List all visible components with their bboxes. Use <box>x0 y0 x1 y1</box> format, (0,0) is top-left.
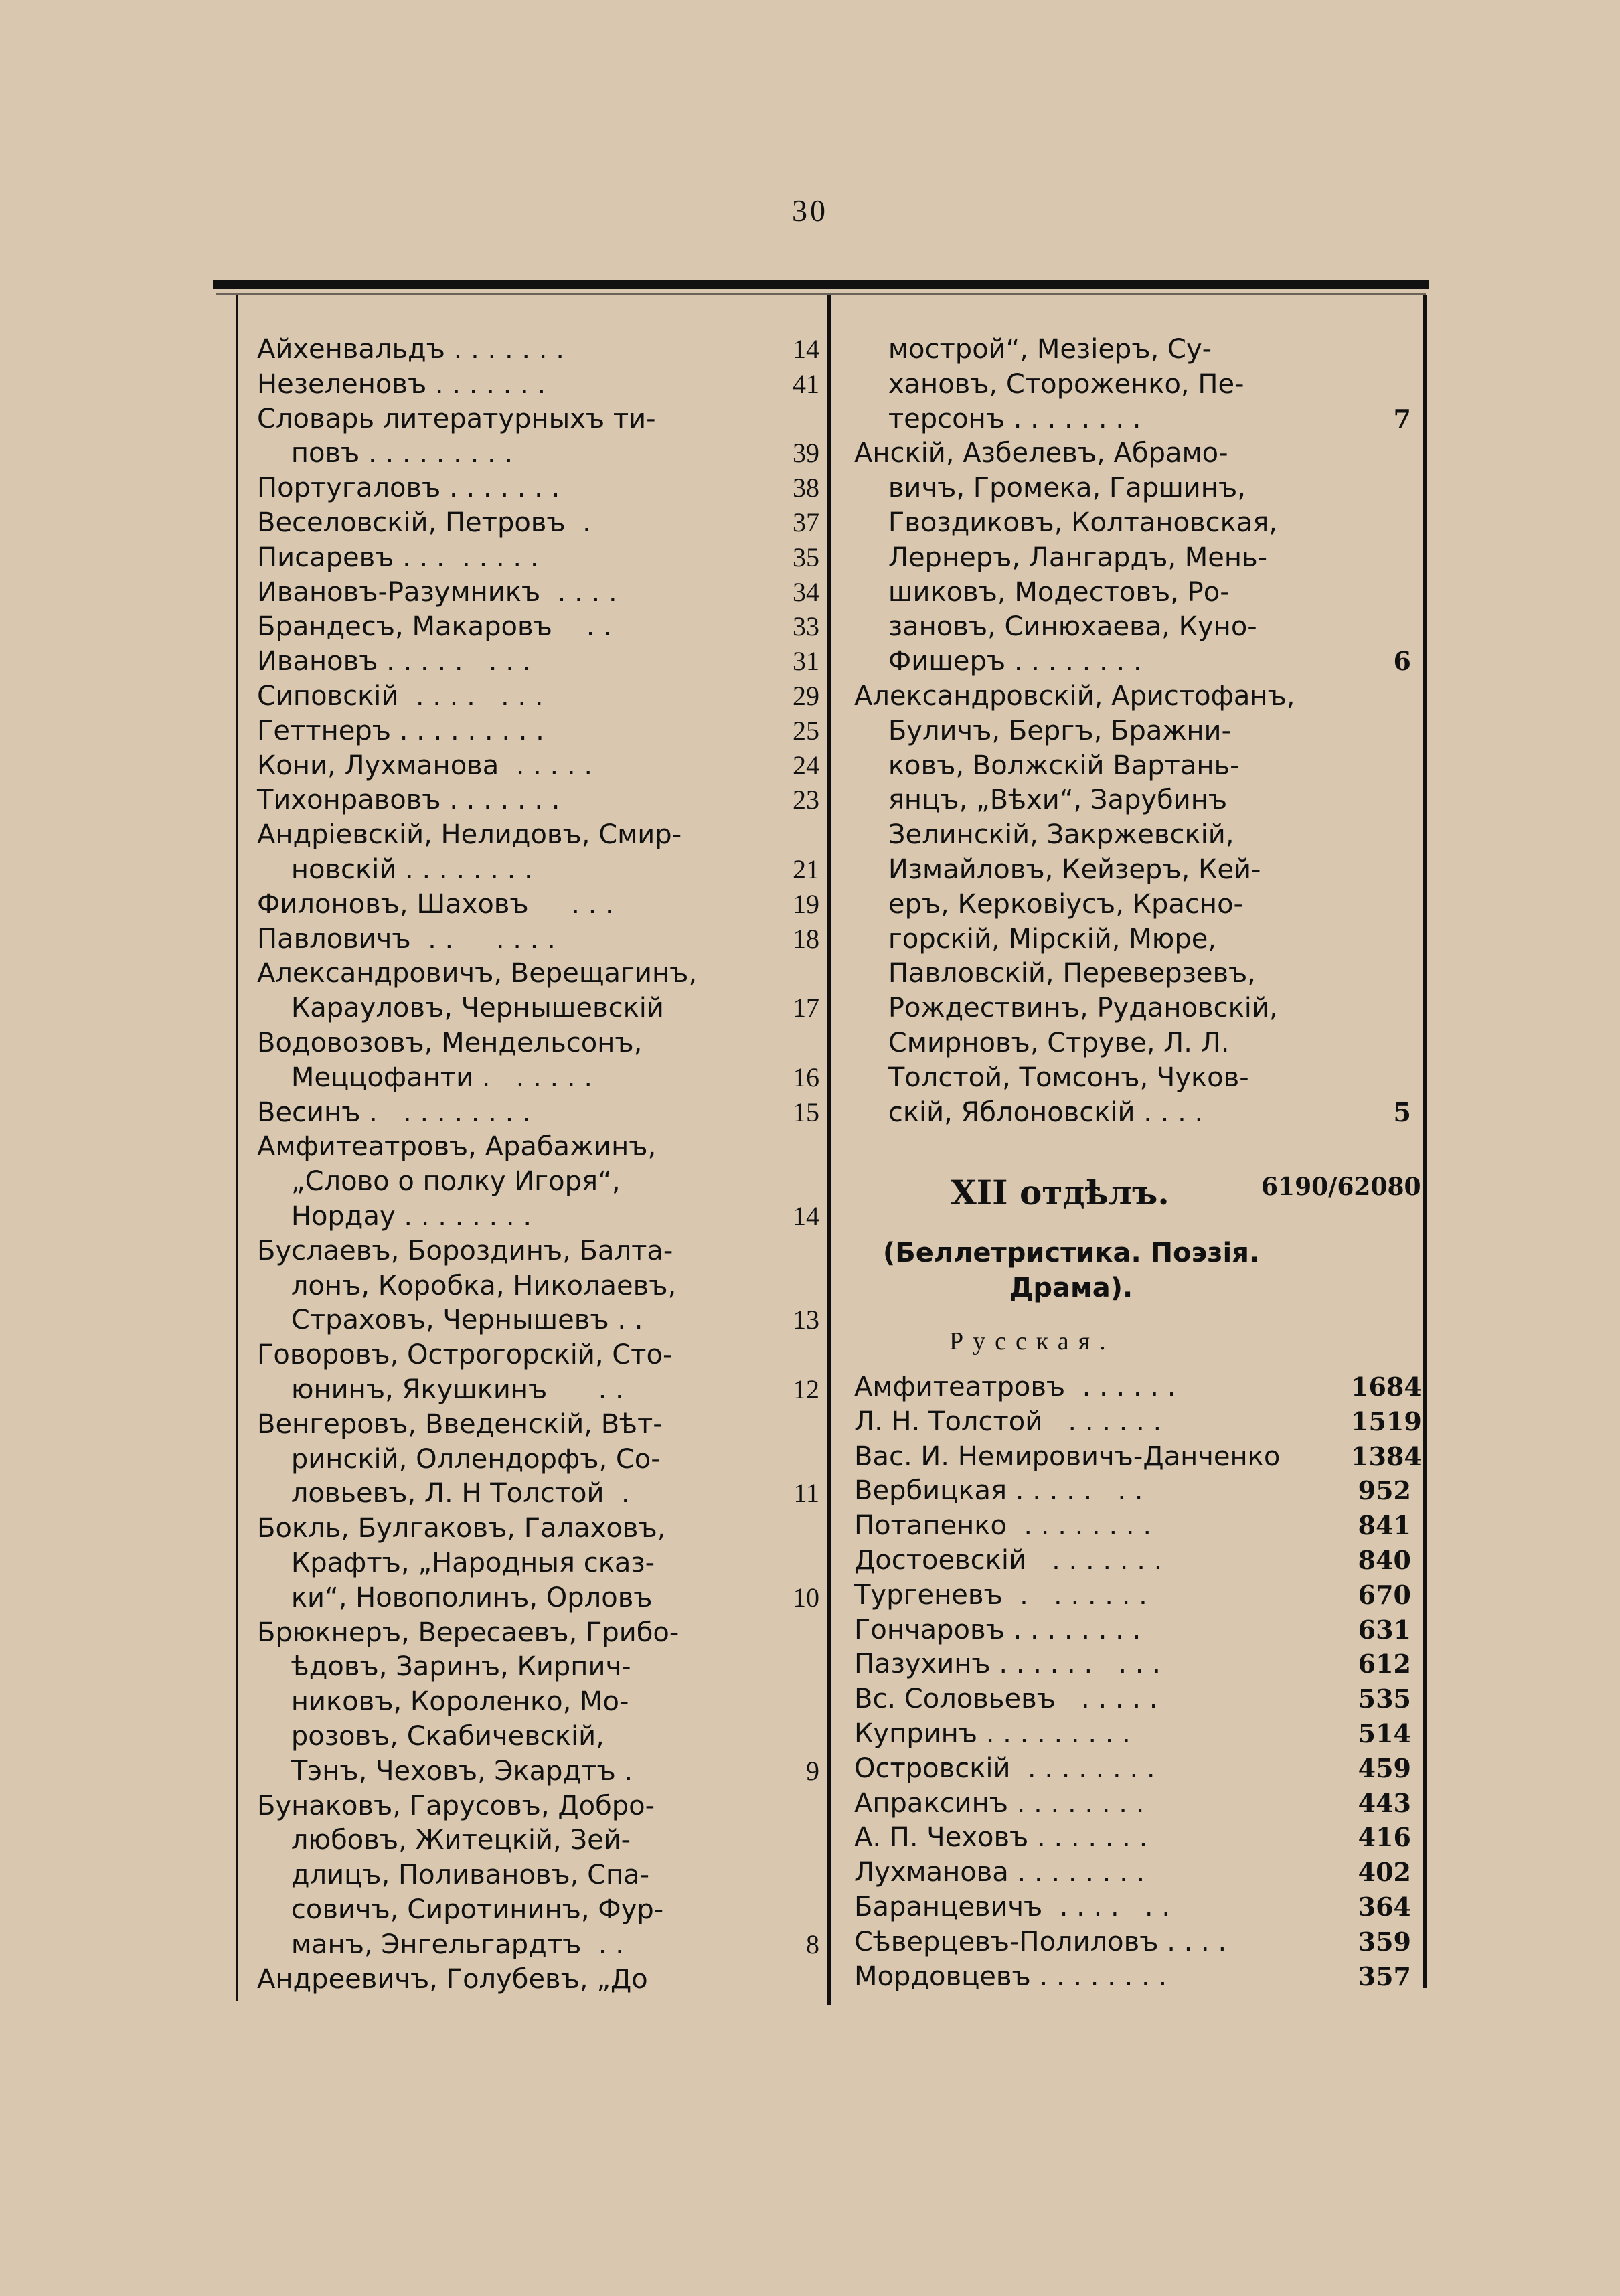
entry-text: Лернеръ, Лангардъ, Мень- <box>854 542 1268 573</box>
entry-page-number: 1684 <box>1351 1372 1422 1402</box>
entry-text: горскій, Мірскій, Мюре, <box>854 923 1217 955</box>
index-entry <box>854 1095 1411 1130</box>
index-entry <box>854 436 1411 471</box>
entry-text: Александровскій, Аристофанъ, <box>854 681 1295 712</box>
entry-page-number: 631 <box>1358 1614 1411 1645</box>
entry-text: Меццофанти . . . . . . <box>257 1062 593 1093</box>
entry-page-number: 514 <box>1358 1718 1411 1748</box>
entry-text: Амфитеатровъ, Арабажинъ, <box>257 1131 657 1163</box>
entry-text: еръ, Керковіусъ, Красно- <box>854 888 1243 920</box>
entry-text: Вас. И. Немировичъ-Данченко <box>854 1441 1281 1472</box>
index-entry <box>854 1890 1411 1924</box>
entry-text: Зелинскій, Закржевскій, <box>854 819 1234 851</box>
index-entry <box>257 1892 819 1927</box>
entry-page-number: 33 <box>793 611 819 642</box>
entry-text: Брандесъ, Макаровъ . . <box>257 611 612 643</box>
entry-page-number: 359 <box>1358 1926 1411 1957</box>
entry-page-number: 34 <box>793 576 819 607</box>
index-entry <box>854 609 1411 644</box>
index-entry <box>257 644 819 679</box>
index-entry <box>257 1060 819 1095</box>
entry-page-number: 29 <box>793 681 819 711</box>
entry-page-number: 31 <box>793 646 819 677</box>
section-subtitle-line2: Драма). <box>1009 1273 1133 1303</box>
entry-text: скій, Яблоновскій . . . . <box>854 1096 1204 1128</box>
entry-text: Тургеневъ . . . . . . . <box>854 1579 1147 1611</box>
top-rule-thin <box>216 293 1426 295</box>
entry-text: Л. Н. Толстой . . . . . . <box>854 1406 1162 1437</box>
entry-page-number: 364 <box>1358 1892 1411 1922</box>
entry-text: ковъ, Волжскій Вартань- <box>854 750 1240 781</box>
entry-text: юнинъ, Якушкинъ . . <box>257 1374 624 1405</box>
index-entry <box>854 540 1411 575</box>
left-column-border <box>236 295 238 2001</box>
entry-text: Достоевскій . . . . . . . <box>854 1545 1163 1576</box>
entry-text: Буслаевъ, Бороздинъ, Балта- <box>257 1235 673 1266</box>
index-entry <box>257 1164 819 1199</box>
index-entry <box>257 1858 819 1892</box>
section-count: 6190/62080 <box>1261 1173 1421 1201</box>
index-entry <box>854 1404 1422 1439</box>
entry-page-number: 9 <box>806 1755 819 1786</box>
entry-page-number: 24 <box>793 750 819 781</box>
index-entry <box>854 817 1411 852</box>
entry-page-number: 535 <box>1358 1684 1411 1714</box>
index-entry <box>257 679 819 714</box>
index-entry <box>257 505 819 540</box>
index-entry <box>257 1095 819 1130</box>
index-entry <box>257 1615 819 1650</box>
index-entry <box>257 436 819 471</box>
entry-text: Мордовцевъ . . . . . . . . <box>854 1961 1167 1992</box>
section-title: XII отдѣлъ. <box>951 1173 1169 1212</box>
index-entry <box>257 367 819 402</box>
entry-text: вичъ, Громека, Гаршинъ, <box>854 473 1246 504</box>
entry-text: ѣдовъ, Заринъ, Кирпич- <box>257 1651 631 1683</box>
entry-text: лонъ, Коробка, Николаевъ, <box>257 1270 677 1301</box>
entry-text: Писаревъ . . . . . . . . <box>257 542 539 573</box>
index-entry <box>854 1682 1411 1716</box>
index-entry <box>854 332 1411 367</box>
entry-text: совичъ, Сиротининъ, Фур- <box>257 1894 664 1925</box>
index-entry <box>257 1927 819 1962</box>
section-subtitle-line1: (Беллетристика. Поэзія. <box>882 1238 1260 1268</box>
entry-text: Карауловъ, Чернышевскій <box>257 993 664 1024</box>
entry-text: зановъ, Синюхаева, Куно- <box>854 611 1257 643</box>
entry-text: янцъ, „Вѣхи“, Зарубинъ <box>854 785 1228 816</box>
entry-text: Амфитеатровъ . . . . . . <box>854 1372 1176 1402</box>
entry-text: „Слово о полку Игоря“, <box>257 1166 621 1198</box>
entry-text: Островскій . . . . . . . . <box>854 1752 1155 1784</box>
index-entry <box>257 1580 819 1615</box>
entry-text: Португаловъ . . . . . . . <box>257 473 560 504</box>
index-entry <box>854 956 1411 991</box>
column-divider <box>827 295 831 2005</box>
entry-text: А. П. Чеховъ . . . . . . . <box>854 1822 1148 1854</box>
entry-text: Анскій, Азбелевъ, Абрамо- <box>854 438 1228 469</box>
index-entry <box>257 1823 819 1858</box>
index-entry <box>854 1508 1411 1543</box>
entry-text: Страховъ, Чернышевъ . . <box>257 1305 643 1336</box>
entry-text: Смирновъ, Струве, Л. Л. <box>854 1028 1230 1058</box>
index-entry <box>854 1473 1411 1508</box>
entry-text: Андреевичъ, Голубевъ, „До <box>257 1963 648 1995</box>
entry-page-number: 12 <box>793 1374 819 1404</box>
index-entry <box>257 783 819 817</box>
entry-page-number: 19 <box>793 888 819 919</box>
index-entry <box>854 748 1411 783</box>
entry-page-number: 13 <box>793 1305 819 1335</box>
entry-text: Тихонравовъ . . . . . . . <box>257 785 560 816</box>
entry-text: новскій . . . . . . . . <box>257 854 533 885</box>
index-entry <box>854 783 1411 817</box>
entry-text: Толстой, Томсонъ, Чуков- <box>854 1062 1249 1093</box>
entry-text: Гвоздиковъ, Колтановская, <box>854 507 1278 538</box>
index-entry <box>854 367 1411 402</box>
entry-text: Вс. Соловьевъ . . . . . <box>854 1684 1158 1715</box>
entry-text: Александровичъ, Верещагинъ, <box>257 958 698 989</box>
entry-text: Крафтъ, „Народныя сказ- <box>257 1548 655 1578</box>
entry-text: Потапенко . . . . . . . . <box>854 1510 1152 1542</box>
index-entry <box>257 332 819 367</box>
entry-text: Пазухинъ . . . . . . . . . <box>854 1649 1161 1680</box>
index-entry <box>257 922 819 957</box>
index-entry <box>854 1613 1411 1647</box>
index-entry <box>854 1924 1411 1959</box>
entry-text: ловьевъ, Л. Н Толстой . <box>257 1478 630 1509</box>
entry-page-number: 952 <box>1358 1475 1411 1506</box>
index-entry <box>257 1442 819 1477</box>
entry-page-number: 1519 <box>1351 1406 1422 1437</box>
entry-text: Водовозовъ, Мендельсонъ, <box>257 1028 643 1058</box>
entry-text: Ивановъ . . . . . . . . <box>257 646 532 677</box>
entry-text: Павловичъ . . . . . . <box>257 923 556 955</box>
entry-page-number: 612 <box>1358 1649 1411 1679</box>
index-entry <box>257 817 819 852</box>
index-entry <box>257 1268 819 1303</box>
entry-text: Нордау . . . . . . . . <box>257 1201 532 1232</box>
index-entry <box>854 1439 1422 1474</box>
entry-text: Весинъ . . . . . . . . . <box>257 1096 531 1128</box>
entry-page-number: 17 <box>793 993 819 1023</box>
index-entry <box>854 575 1411 610</box>
entry-page-number: 35 <box>793 542 819 572</box>
entry-text: Гончаровъ . . . . . . . . <box>854 1614 1141 1645</box>
index-entry <box>257 1719 819 1754</box>
entry-text: Говоровъ, Острогорскій, Сто- <box>257 1339 673 1371</box>
index-entry <box>854 1716 1411 1751</box>
entry-page-number: 6 <box>1393 646 1411 677</box>
index-entry <box>257 1234 819 1268</box>
index-entry <box>854 1578 1411 1613</box>
entry-page-number: 840 <box>1358 1545 1411 1575</box>
index-entry <box>257 1337 819 1372</box>
index-entry <box>257 887 819 922</box>
entry-text: Геттнеръ . . . . . . . . . <box>257 715 544 746</box>
index-entry <box>257 1684 819 1719</box>
entry-page-number: 443 <box>1358 1787 1411 1818</box>
entry-page-number: 10 <box>793 1582 819 1613</box>
index-entry <box>257 852 819 887</box>
index-entry <box>257 402 819 436</box>
entry-text: манъ, Энгельгардтъ . . <box>257 1929 624 1960</box>
index-entry <box>854 644 1411 679</box>
entry-text: Вербицкая . . . . . . . <box>854 1475 1143 1507</box>
entry-page-number: 357 <box>1358 1961 1411 1991</box>
top-rule <box>213 280 1429 289</box>
entry-text: Ивановъ-Разумникъ . . . . <box>257 576 617 608</box>
index-entry <box>854 1751 1411 1786</box>
entry-page-number: 7 <box>1393 403 1411 434</box>
entry-text: Словарь литературныхъ ти- <box>257 403 656 434</box>
entry-text: Кони, Лухманова . . . . . <box>257 750 593 781</box>
right-column-border <box>1423 295 1427 1988</box>
index-entry <box>854 714 1411 748</box>
entry-text: Брюкнеръ, Вересаевъ, Грибо- <box>257 1617 679 1648</box>
index-entry <box>854 852 1411 887</box>
index-entry <box>854 1647 1411 1682</box>
entry-page-number: 841 <box>1358 1510 1411 1541</box>
index-entry <box>257 991 819 1026</box>
index-entry <box>257 1962 819 1997</box>
entry-page-number: 18 <box>793 923 819 954</box>
entry-page-number: 11 <box>793 1478 819 1509</box>
entry-text: Апраксинъ . . . . . . . . <box>854 1787 1145 1819</box>
index-entry <box>257 575 819 610</box>
entry-page-number: 15 <box>793 1096 819 1127</box>
index-entry <box>257 609 819 644</box>
index-entry <box>257 714 819 748</box>
page-number: 30 <box>792 193 828 228</box>
index-entry <box>257 1026 819 1060</box>
index-entry <box>257 1754 819 1789</box>
entry-page-number: 16 <box>793 1062 819 1092</box>
entry-text: Айхенвальдъ . . . . . . . <box>257 334 564 365</box>
entry-text: Веселовскій, Петровъ . <box>257 507 591 538</box>
index-entry <box>257 748 819 783</box>
entry-text: Рождествинъ, Рудановскій, <box>854 993 1278 1024</box>
entry-text: мострой“, Мезіеръ, Су- <box>854 334 1212 365</box>
entry-text: Бокль, Булгаковъ, Галаховъ, <box>257 1513 666 1544</box>
entry-text: Лухманова . . . . . . . . <box>854 1857 1145 1888</box>
index-entry <box>257 1649 819 1684</box>
index-entry <box>854 505 1411 540</box>
index-entry <box>854 1855 1411 1890</box>
index-entry <box>854 471 1411 505</box>
index-entry <box>854 679 1411 714</box>
entry-page-number: 39 <box>793 438 819 469</box>
entry-text: Баранцевичъ . . . . . . <box>854 1892 1171 1922</box>
entry-text: Тэнъ, Чеховъ, Экардтъ . <box>257 1755 633 1787</box>
index-entry <box>257 1199 819 1234</box>
index-entry <box>854 1959 1411 1994</box>
entry-page-number: 670 <box>1358 1579 1411 1610</box>
entry-text: длицъ, Поливановъ, Спа- <box>257 1860 650 1891</box>
index-entry <box>257 1511 819 1546</box>
index-entry <box>854 402 1411 436</box>
entry-text: любовъ, Житецкій, Зей- <box>257 1825 631 1856</box>
entry-page-number: 37 <box>793 507 819 538</box>
entry-text: Павловскій, Переверзевъ, <box>854 958 1257 989</box>
entry-text: ки“, Новополинъ, Орловъ <box>257 1582 653 1613</box>
entry-page-number: 25 <box>793 715 819 746</box>
entry-text: Фишеръ . . . . . . . . <box>854 646 1142 677</box>
index-entry <box>854 1026 1411 1060</box>
entry-page-number: 38 <box>793 473 819 503</box>
entry-text: Буличъ, Бергъ, Бражни- <box>854 715 1231 746</box>
entry-page-number: 14 <box>793 1201 819 1231</box>
entry-page-number: 21 <box>793 854 819 884</box>
entry-text: терсонъ . . . . . . . . <box>854 403 1141 434</box>
index-entry <box>257 1789 819 1823</box>
entry-text: розовъ, Скабичевскій, <box>257 1721 604 1752</box>
entry-text: Бунаковъ, Гарусовъ, Добро- <box>257 1790 655 1821</box>
index-entry <box>257 1546 819 1580</box>
entry-page-number: 1384 <box>1351 1441 1422 1471</box>
index-entry <box>257 1407 819 1442</box>
index-entry <box>257 956 819 991</box>
entry-page-number: 402 <box>1358 1857 1411 1888</box>
entry-page-number: 459 <box>1358 1752 1411 1783</box>
entry-text: хановъ, Стороженко, Пе- <box>854 368 1244 400</box>
index-entry <box>854 1370 1422 1404</box>
index-entry <box>854 922 1411 957</box>
entry-page-number: 41 <box>793 368 819 399</box>
index-entry <box>257 540 819 575</box>
index-entry <box>854 887 1411 922</box>
index-entry <box>257 471 819 505</box>
entry-page-number: 8 <box>806 1929 819 1959</box>
entry-text: Сиповскій . . . . . . . <box>257 681 544 712</box>
entry-text: повъ . . . . . . . . . <box>257 438 513 469</box>
index-entry <box>854 1060 1411 1095</box>
entry-text: Филоновъ, Шаховъ . . . <box>257 888 614 920</box>
index-entry <box>854 1786 1411 1821</box>
entry-text: никовъ, Короленко, Мо- <box>257 1686 629 1718</box>
index-entry <box>854 991 1411 1026</box>
index-entry <box>854 1543 1411 1578</box>
index-entry <box>257 1129 819 1164</box>
entry-page-number: 23 <box>793 785 819 815</box>
entry-text: Измайловъ, Кейзеръ, Кей- <box>854 854 1261 885</box>
entry-page-number: 416 <box>1358 1822 1411 1853</box>
section-spaced-heading: Русская. <box>949 1327 1115 1356</box>
entry-page-number: 5 <box>1393 1096 1411 1127</box>
entry-text: Незеленовъ . . . . . . . <box>257 368 546 400</box>
entry-text: ринскій, Оллендорфъ, Со- <box>257 1443 661 1475</box>
entry-text: Андріевскій, Нелидовъ, Смир- <box>257 819 682 851</box>
entry-text: Венгеровъ, Введенскій, Вѣт- <box>257 1408 663 1440</box>
entry-text: Купринъ . . . . . . . . . <box>854 1718 1131 1749</box>
index-entry <box>257 1476 819 1511</box>
entry-text: шиковъ, Модестовъ, Ро- <box>854 576 1230 608</box>
index-entry <box>257 1303 819 1337</box>
index-entry <box>854 1820 1411 1855</box>
entry-page-number: 14 <box>793 334 819 364</box>
entry-text: Сѣверцевъ-Полиловъ . . . . <box>854 1926 1227 1957</box>
index-entry <box>257 1372 819 1407</box>
